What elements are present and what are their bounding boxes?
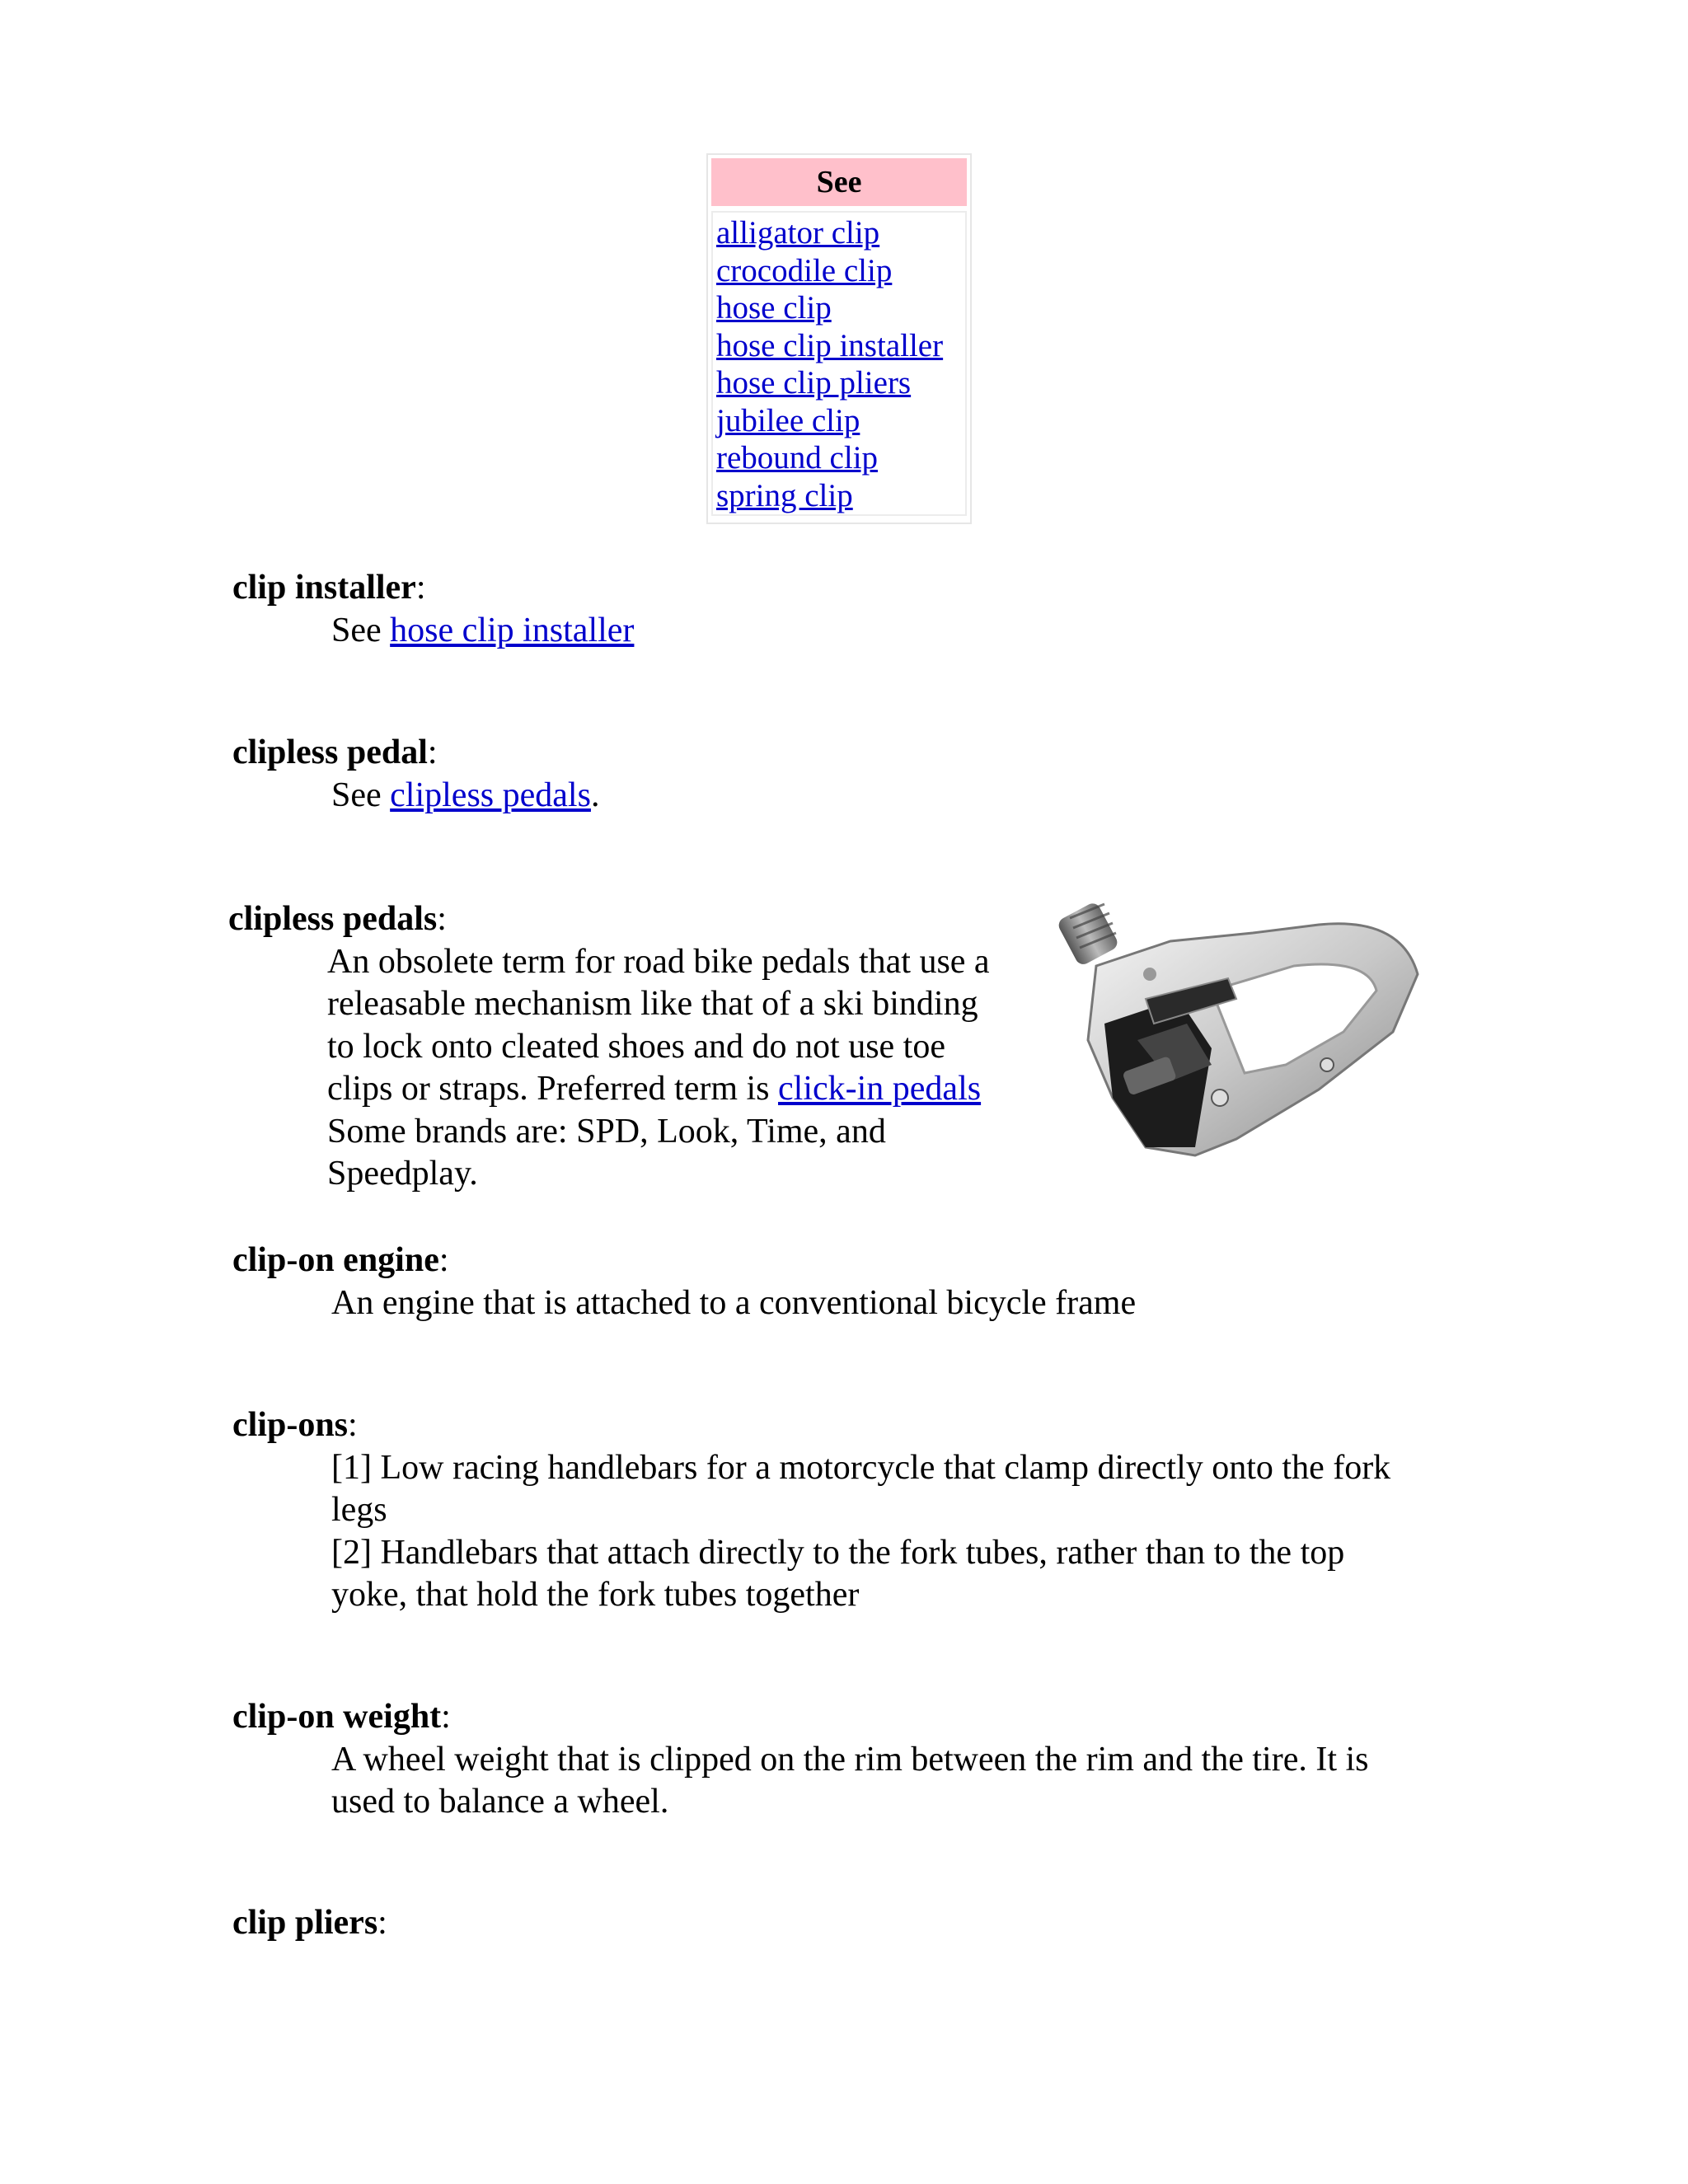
- entry-clip-installer: [232, 567, 634, 652]
- definition-text-brands: Some brands are: SPD, Look, Time, and Speedplay.: [327, 1112, 886, 1193]
- clipless-pedal-image: [1047, 900, 1431, 1180]
- term-clip-on-engine: clip-on engine: [232, 1241, 439, 1279]
- term-colon: :: [415, 569, 426, 607]
- definition: A wheel weight that is clipped on the rim between the rim and the tire. It is used to balance a wheel.: [331, 1740, 1369, 1821]
- term-clipless-pedals: clipless pedals: [228, 900, 438, 938]
- term-colon: :: [437, 900, 447, 938]
- term-colon: :: [348, 1406, 358, 1444]
- link-hose-clip-pliers[interactable]: hose clip pliers: [716, 365, 912, 401]
- definition: [327, 941, 1011, 1196]
- entry-clip-on-weight: [232, 1696, 1485, 1824]
- term-colon: :: [441, 1698, 451, 1736]
- definition: [331, 610, 634, 653]
- link-spring-clip[interactable]: spring clip: [716, 477, 853, 513]
- see-also-list: [711, 211, 967, 516]
- period: .: [590, 776, 600, 814]
- definition-2: [2] Handlebars that attach directly to the fork tubes, rather than to the top yoke, that hold the fork tubes together: [331, 1533, 1345, 1614]
- term-clip-ons: clip-ons: [232, 1406, 349, 1444]
- link-click-in-pedals[interactable]: click-in pedals: [778, 1070, 982, 1108]
- definition-text: An obsolete term for road bike pedals that use a releasable mechanism like that of a ski binding to lock onto cleated shoes and do not use toe clips or straps. Preferred term is: [327, 942, 990, 1108]
- term-clip-pliers: clip pliers: [232, 1904, 378, 1942]
- term-colon: :: [438, 1241, 449, 1279]
- link-clipless-pedals[interactable]: clipless pedals: [390, 776, 591, 814]
- term-clipless-pedal: clipless pedal: [232, 733, 428, 771]
- link-jubilee-clip[interactable]: jubilee clip: [716, 402, 860, 438]
- entry-clip-on-engine: [232, 1240, 1136, 1324]
- link-alligator-clip[interactable]: alligator clip: [716, 215, 880, 251]
- definition: An engine that is attached to a conventional bicycle frame: [331, 1283, 1137, 1322]
- see-also-box: [706, 153, 972, 524]
- term-clip-on-weight: clip-on weight: [232, 1698, 442, 1736]
- definition: [331, 775, 599, 818]
- term-clip-installer: clip installer: [232, 569, 416, 607]
- term-colon: :: [427, 733, 438, 771]
- link-rebound-clip[interactable]: rebound clip: [716, 440, 879, 476]
- term-colon: :: [377, 1904, 387, 1942]
- entry-clipless-pedals: [228, 898, 1020, 1196]
- entry-clip-ons: [232, 1404, 1485, 1617]
- entry-clip-pliers: [232, 1902, 387, 1945]
- link-hose-clip-installer-ref[interactable]: hose clip installer: [390, 611, 635, 649]
- link-hose-clip[interactable]: hose clip: [716, 290, 832, 326]
- entry-clipless-pedal: [232, 732, 599, 817]
- definition-1: [1] Low racing handlebars for a motorcycle that clamp directly onto the fork legs: [331, 1448, 1391, 1529]
- see-prefix: See: [331, 611, 391, 649]
- link-hose-clip-installer[interactable]: hose clip installer: [716, 327, 944, 363]
- see-prefix: See: [331, 776, 391, 814]
- see-also-heading: See: [711, 158, 967, 206]
- link-crocodile-clip[interactable]: crocodile clip: [716, 252, 893, 288]
